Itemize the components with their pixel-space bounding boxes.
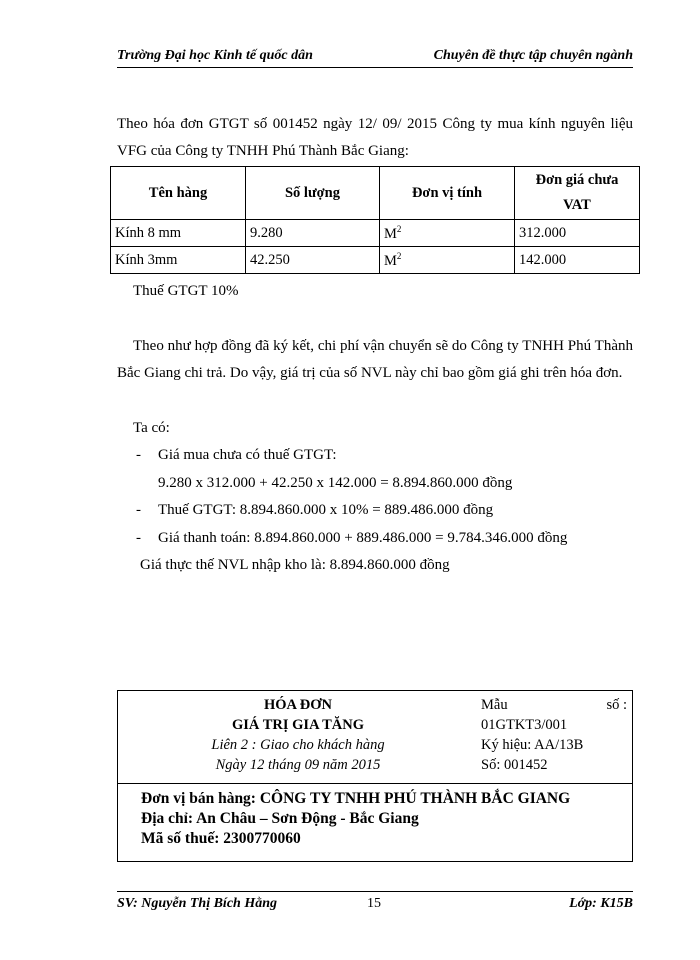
intro-paragraph: Theo hóa đơn GTGT số 001452 ngày 12/ 09/ 2015 Công ty mua kính nguyên liệu VFG của Công ty TNHH Phú Thành Bắc Giang: [117, 116, 633, 159]
page-number: 15 [367, 896, 381, 911]
table-row [111, 247, 640, 274]
invoice-divider [118, 783, 632, 784]
col-header-price: Đơn giá chưa VAT [515, 167, 640, 220]
invoice-form-label: Mẫu [481, 697, 508, 713]
cell-unit: $M^2$ [380, 247, 515, 274]
actual-cost-line: Giá thực thế NVL nhập kho là: 8.894.860.000 đồng [140, 557, 450, 573]
invoice-title: HÓA ĐƠN [263, 697, 333, 713]
bullet-dash: - [136, 502, 141, 518]
ta-co-label: Ta có: [133, 420, 170, 436]
footer-class: Lớp: K15B [569, 896, 633, 911]
col-header-unit: Đơn vị tính [380, 167, 515, 220]
vat-calc: Thuế GTGT: 8.894.860.000 x 10% = 889.486.000 đồng [158, 502, 494, 518]
seller-tax-code: Mã số thuế: 2300770060 [141, 830, 301, 847]
invoice-subtitle: GIÁ TRỊ GIA TĂNG [231, 717, 364, 733]
cell-name: Kính 8 mm [111, 220, 246, 247]
invoice-form-number: 01GTKT3/001 [481, 717, 568, 733]
cell-name: Kính 3mm [111, 247, 246, 274]
invoice-items-table [110, 166, 640, 274]
tax-rate-line: Thuế GTGT 10% [133, 283, 239, 299]
col-header-qty: Số lượng [246, 167, 380, 220]
seller-name: Đơn vị bán hàng: CÔNG TY TNHH PHÚ THÀNH BẮC GIANG [141, 790, 571, 807]
invoice-meta-block [481, 695, 627, 775]
invoice-number: Số: 001452 [481, 757, 548, 773]
header-divider [117, 67, 633, 68]
table-row [111, 220, 640, 247]
cell-unit: $M^2$ [380, 220, 515, 247]
invoice-symbol: Ký hiệu: AA/13B [481, 737, 584, 753]
footer-student: SV: Nguyễn Thị Bích Hằng [117, 896, 277, 911]
col-header-name: Tên hàng [111, 167, 246, 220]
transport-paragraph: Theo như hợp đồng đã ký kết, chi phí vận chuyển sẽ do Công ty TNHH Phú Thành Bắc Giang chi trả. Do vậy, giá trị của số NVL này chỉ bao gồm giá ghi trên hóa đơn. [117, 338, 633, 381]
purchase-price-label: Giá mua chưa có thuế GTGT: [158, 447, 337, 463]
header-topic: Chuyên đề thực tập chuyên ngành [433, 48, 633, 63]
payment-calc: Giá thanh toán: 8.894.860.000 + 889.486.000 = 9.784.346.000 đồng [158, 530, 568, 546]
seller-block [141, 789, 570, 849]
invoice-number-label: số : [606, 697, 627, 713]
table-header-row [111, 167, 640, 220]
footer-divider [117, 891, 633, 892]
bullet-dash: - [136, 530, 141, 546]
purchase-price-calc: 9.280 x 312.000 + 42.250 x 142.000 = 8.894.860.000 đồng [158, 475, 513, 491]
cell-price: 142.000 [515, 247, 640, 274]
invoice-title-block [178, 695, 418, 775]
invoice-box [117, 690, 633, 862]
header-university: Trường Đại học Kinh tế quốc dân [117, 48, 313, 63]
seller-address: Địa chỉ: An Châu – Sơn Động - Bắc Giang [141, 810, 419, 827]
invoice-date: Ngày 12 tháng 09 năm 2015 [215, 757, 381, 773]
cell-qty: 42.250 [246, 247, 380, 274]
invoice-copy: Liên 2 : Giao cho khách hàng [211, 737, 385, 753]
bullet-dash: - [136, 447, 141, 463]
cell-price: 312.000 [515, 220, 640, 247]
cell-qty: 9.280 [246, 220, 380, 247]
